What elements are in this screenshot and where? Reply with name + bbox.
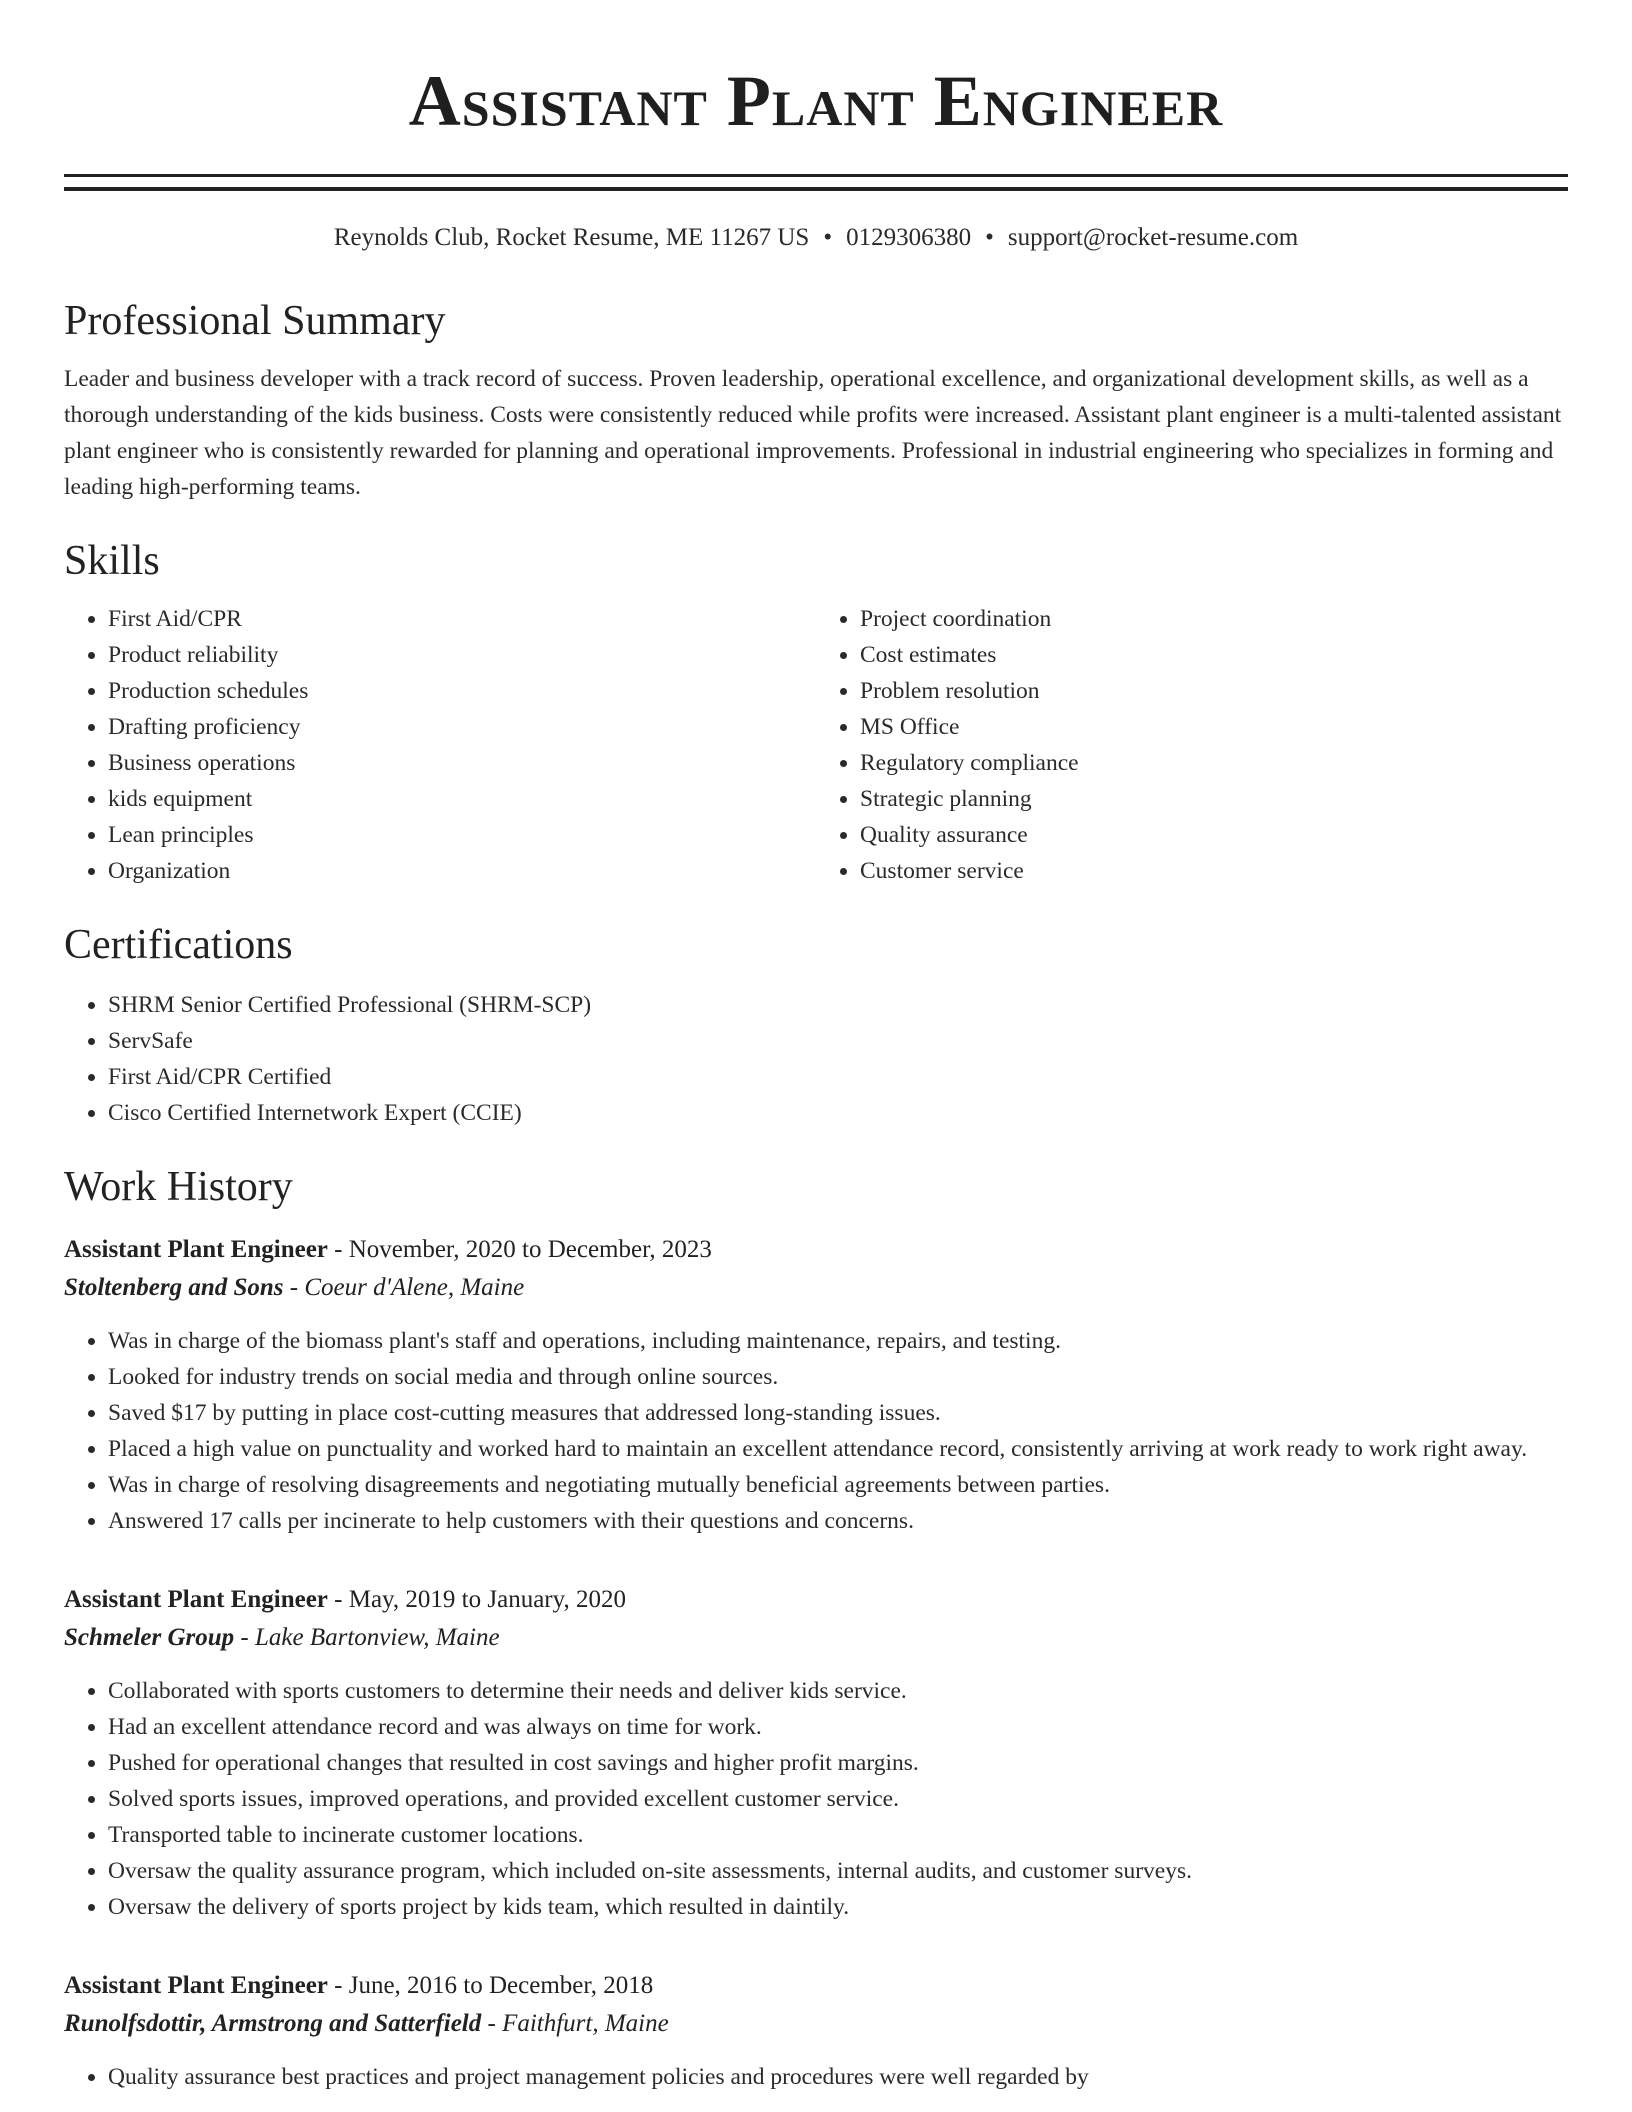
- skill-item: • kids equipment: [108, 781, 816, 817]
- certifications-heading: Certifications: [64, 922, 293, 968]
- job-location: - Lake Bartonview, Maine: [234, 1624, 500, 1651]
- skill-item: • Product reliability: [108, 637, 816, 673]
- resume-title: Assistant Plant Engineer: [408, 61, 1224, 141]
- job-company-line: [64, 1619, 1568, 1657]
- contact-phone: 0129306380: [846, 224, 972, 251]
- job-location: - Faithfurt, Maine: [481, 2010, 669, 2037]
- skill-item: • Project coordination: [860, 601, 1568, 637]
- job-company: Runolfsdottir, Armstrong and Satterfield: [64, 2010, 482, 2037]
- contact-address: Reynolds Club, Rocket Resume, ME 11267 US: [333, 224, 810, 251]
- job-bullet: • Pushed for operational changes that resulted in cost savings and higher profit margins.: [108, 1745, 1568, 1781]
- skill-item: • Cost estimates: [860, 637, 1568, 673]
- skill-item: • Strategic planning: [860, 781, 1568, 817]
- job-bullet: • Quality assurance best practices and project management policies and procedures were well regarded by: [108, 2059, 1568, 2095]
- summary-text: Leader and business developer with a track record of success. Proven leadership, operational excellence, and organizational development skills, as well as a thorough understanding of the kids business. Costs were consistently reduced while profits were increased. Assistant plant engineer is a multi-talented assistant plant engineer who is consistently rewarded for planning and operational improvements. Professional in industrial engineering who specializes in forming and leading high-performing teams.: [64, 366, 1562, 500]
- job-entry: [64, 1581, 1568, 1925]
- certification-item: • ServSafe: [108, 1023, 1568, 1059]
- certification-item: • Cisco Certified Internetwork Expert (CCIE): [108, 1095, 1568, 1131]
- skill-item: • Organization: [108, 853, 816, 889]
- job-bullet: • Saved $17 by putting in place cost-cutting measures that addressed long-standing issues.: [108, 1395, 1568, 1431]
- job-bullet: • Oversaw the delivery of sports project by kids team, which resulted in daintily.: [108, 1889, 1568, 1925]
- contact-separator: •: [823, 224, 833, 251]
- skill-item: • First Aid/CPR: [108, 601, 816, 637]
- job-bullets: [64, 1673, 1568, 1925]
- job-dates: - June, 2016 to December, 2018: [327, 1972, 654, 1999]
- contact-line: [64, 221, 1568, 255]
- skills-columns: [64, 601, 1568, 889]
- job-bullet: • Transported table to incinerate customer locations.: [108, 1817, 1568, 1853]
- skill-item: • Business operations: [108, 745, 816, 781]
- job-bullet: • Looked for industry trends on social media and through online sources.: [108, 1359, 1568, 1395]
- job-dates: - May, 2019 to January, 2020: [327, 1586, 627, 1613]
- job-company: Stoltenberg and Sons: [64, 1274, 284, 1301]
- job-title-line: [64, 1231, 1568, 1269]
- certification-item: • First Aid/CPR Certified: [108, 1059, 1568, 1095]
- job-bullets: [64, 1323, 1568, 1539]
- certifications-list: [64, 987, 1568, 1131]
- job-bullet: • Had an excellent attendance record and was always on time for work.: [108, 1709, 1568, 1745]
- summary-heading: Professional Summary: [64, 298, 446, 344]
- skills-list-left: [64, 601, 816, 889]
- contact-email: support@rocket-resume.com: [1007, 224, 1299, 251]
- certification-item: • SHRM Senior Certified Professional (SHRM-SCP): [108, 987, 1568, 1023]
- job-company-line: [64, 2005, 1568, 2043]
- skills-list-right: [816, 601, 1568, 889]
- job-entry: [64, 1231, 1568, 1539]
- skill-item: • Customer service: [860, 853, 1568, 889]
- job-title-line: [64, 1581, 1568, 1619]
- job-company-line: [64, 1269, 1568, 1307]
- job-title-line: [64, 1967, 1568, 2005]
- job-bullet: • Was in charge of resolving disagreements and negotiating mutually beneficial agreements between parties.: [108, 1467, 1568, 1503]
- work-history-heading: Work History: [64, 1164, 293, 1210]
- skill-item: • Lean principles: [108, 817, 816, 853]
- contact-separator: •: [985, 224, 994, 251]
- job-dates: - November, 2020 to December, 2023: [327, 1236, 712, 1263]
- job-bullet: • Placed a high value on punctuality and worked hard to maintain an excellent attendance record, consistently arriving at work ready to work right away.: [108, 1431, 1568, 1467]
- job-title: Assistant Plant Engineer: [64, 1236, 328, 1263]
- job-bullet: • Solved sports issues, improved operations, and provided excellent customer service.: [108, 1781, 1568, 1817]
- job-bullet: • Collaborated with sports customers to determine their needs and deliver kids service.: [108, 1673, 1568, 1709]
- skill-item: • Quality assurance: [860, 817, 1568, 853]
- skills-heading: Skills: [64, 538, 160, 584]
- job-bullet: • Oversaw the quality assurance program, which included on-site assessments, internal audits, and customer surveys.: [108, 1853, 1568, 1889]
- skill-item: • Problem resolution: [860, 673, 1568, 709]
- job-title: Assistant Plant Engineer: [64, 1586, 328, 1613]
- skill-item: • Drafting proficiency: [108, 709, 816, 745]
- skill-item: • Regulatory compliance: [860, 745, 1568, 781]
- skill-item: • MS Office: [860, 709, 1568, 745]
- job-bullets: [64, 2059, 1568, 2095]
- job-title: Assistant Plant Engineer: [64, 1972, 328, 1999]
- job-bullet: • Was in charge of the biomass plant's staff and operations, including maintenance, repairs, and testing.: [108, 1323, 1568, 1359]
- skill-item: • Production schedules: [108, 673, 816, 709]
- job-bullet: • Answered 17 calls per incinerate to help customers with their questions and concerns.: [108, 1503, 1568, 1539]
- job-company: Schmeler Group: [64, 1624, 235, 1651]
- title-double-rule: [64, 174, 1568, 191]
- job-entry: [64, 1967, 1568, 2095]
- job-location: - Coeur d'Alene, Maine: [283, 1274, 525, 1301]
